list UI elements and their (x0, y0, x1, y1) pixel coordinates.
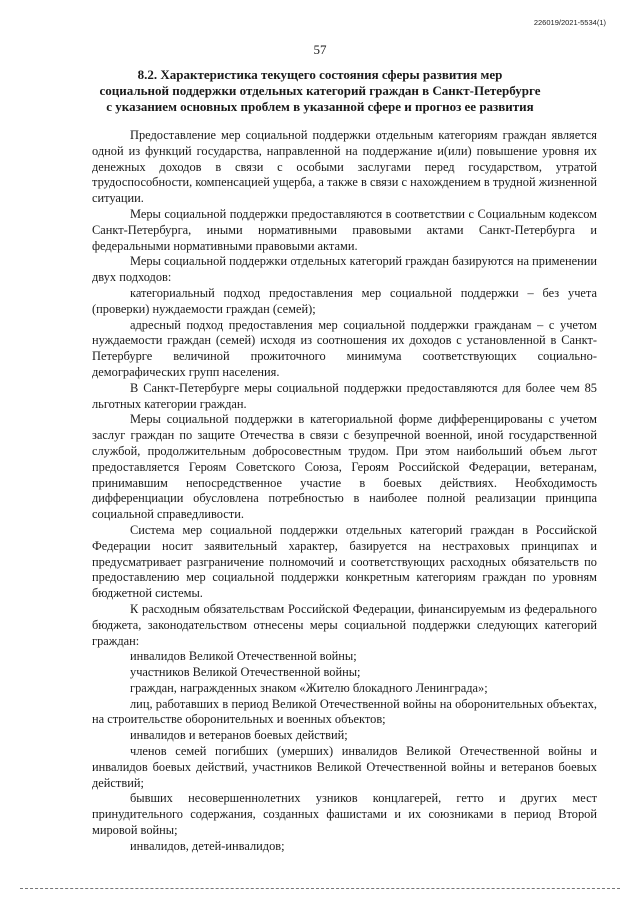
paragraph: адресный подход предоставления мер социальной поддержки гражданам – с учетом нуждаемости граждан (семей) исходя из соотношения их доходов с установленной в Санкт-Петербурге величиной прожиточного минимума соответствующих социально-демографических групп населения. (92, 317, 597, 379)
page-bottom-edge (20, 888, 620, 889)
list-item: участников Великой Отечественной войны; (130, 665, 361, 680)
section-heading-line: социальной поддержки отдельных категорий граждан в Санкт-Петербурге (99, 83, 541, 98)
list-item: инвалидов, детей-инвалидов; (130, 838, 285, 853)
body-text (92, 128, 597, 855)
list-item: инвалидов и ветеранов боевых действий; (130, 728, 348, 743)
page-number: 57 (313, 42, 327, 57)
list-item: членов семей погибших (умерших) инвалидов Великой Отечественной войны и инвалидов боевых действий, участников Великой Отечественной войны и ветеранов боевых действий; (92, 744, 597, 790)
list-item: лиц, работавших в период Великой Отечественной войны на оборонительных объектах, на строительстве оборонительных и военных объектов; (92, 696, 597, 727)
paragraph: Меры социальной поддержки в категориальной форме дифференцированы с учетом заслуг граждан по защите Отечества в связи с безупречной военной, иной государственной службой, продолжительным добросовестным трудом. При этом наибольший объем льгот предоставляется Героям Советского Союза, Героям Российской Федерации, ветеранам, принимавшим непосредственное участие в боевых действиях. Необходимость дифференциации обусловлена потребностью в наиболее полной реализации принципа социальной справедливости. (92, 412, 597, 522)
paragraph: Меры социальной поддержки предоставляются в соответствии с Социальным кодексом Санкт-Петербурга, иными нормативными правовыми актами Санкт-Петербурга и федеральными нормативными правовыми актами. (92, 206, 597, 253)
document-registration-number: 226019/2021-5534(1) (533, 18, 606, 27)
section-heading (90, 67, 550, 115)
paragraph: Меры социальной поддержки отдельных категорий граждан базируются на применении двух подходов: (92, 254, 597, 285)
paragraph: Система мер социальной поддержки отдельных категорий граждан в Российской Федерации носит заявительный характер, базируется на нестраховых принципах и предусматривает разграничение полномочий и соответствующих расходных обязательств по предоставлению мер социальной поддержки конкретным категориям граждан по уровням бюджетной системы. (92, 522, 597, 601)
list-item: бывших несовершеннолетних узников концлагерей, гетто и других мест принудительного содержания, созданных фашистами и их союзниками в период Второй мировой войны; (92, 791, 597, 838)
list-item: инвалидов Великой Отечественной войны; (130, 649, 357, 664)
section-heading-line: 8.2. Характеристика текущего состояния сферы развития мер (137, 67, 503, 82)
paragraph: В Санкт-Петербурге меры социальной поддержки предоставляются для более чем 85 льготных категории граждан. (92, 380, 597, 411)
paragraph: Предоставление мер социальной поддержки отдельным категориям граждан является одной из функций государства, направленной на поддержание и(или) повышение уровня их денежных доходов в связи с особыми заслугами перед государством, утратой трудоспособности, компенсацией ущерба, а также в связи с нахождением в трудной жизненной ситуации. (92, 128, 598, 206)
list-item: граждан, награжденных знаком «Жителю блокадного Ленинграда»; (130, 680, 488, 695)
section-heading-line: с указанием основных проблем в указанной сфере и прогноз ее развития (106, 99, 534, 114)
paragraph: К расходным обязательствам Российской Федерации, финансируемым из федерального бюджета, законодательством отнесены меры социальной поддержки следующих категорий граждан: (92, 601, 597, 648)
paragraph: категориальный подход предоставления мер социальной поддержки – без учета (проверки) нуждаемости граждан (семей); (92, 285, 597, 316)
